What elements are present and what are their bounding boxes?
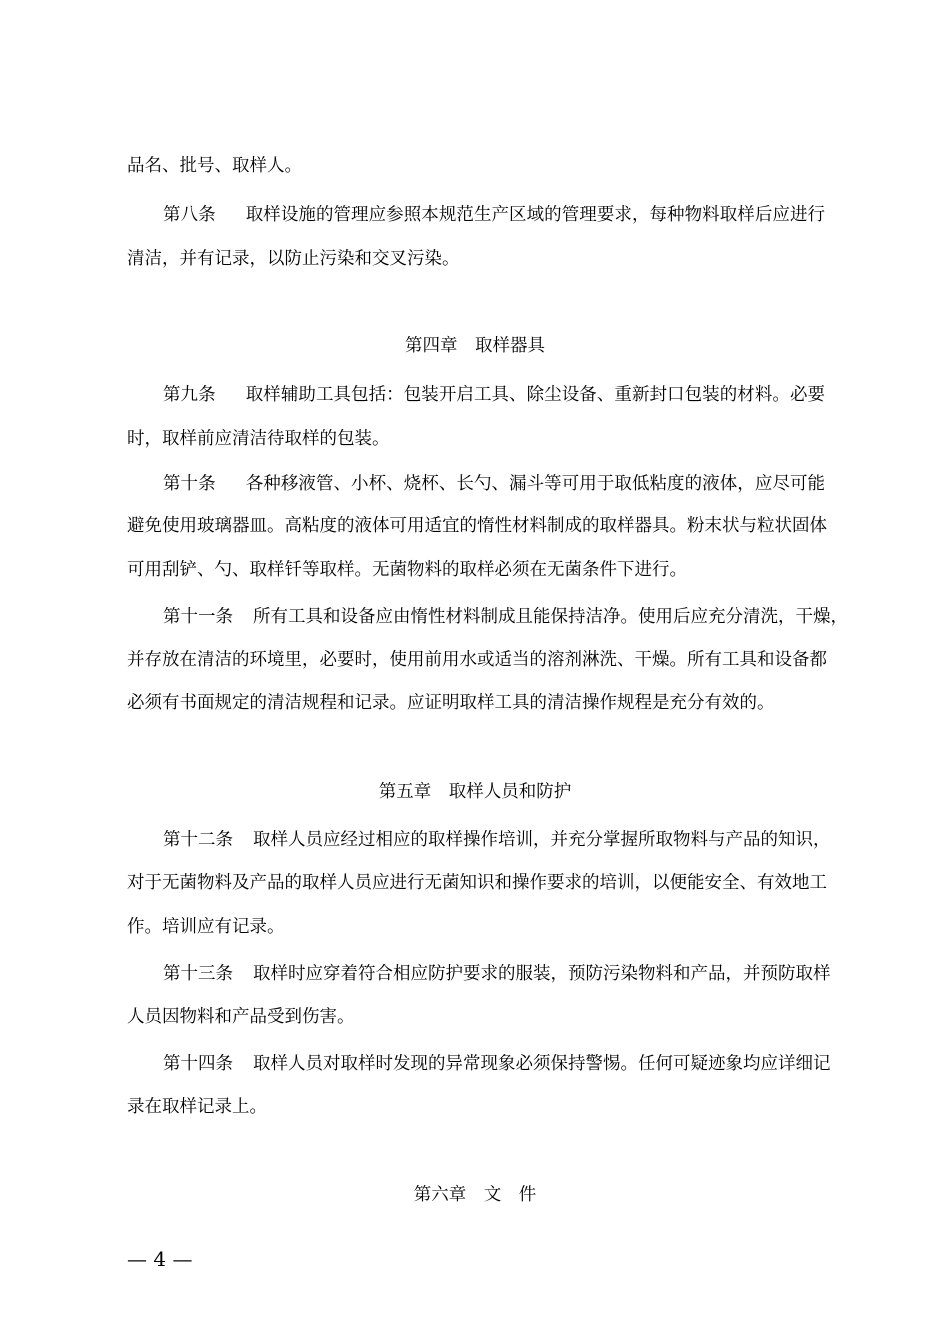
- text-line: 必须有书面规定的清洁规程和记录。应证明取样工具的清洁操作规程是充分有效的。: [127, 693, 775, 713]
- article-13-line: [163, 962, 831, 986]
- text-line: 清洁，并有记录，以防止污染和交叉污染。: [127, 249, 460, 269]
- text-line: 并存放在清洁的环境里，必要时，使用前用水或适当的溶剂淋洗、干燥。所有工具和设备都: [127, 650, 827, 670]
- article-number: 第十一条: [163, 607, 233, 627]
- article-11-line: [163, 605, 848, 629]
- text-line: 可用刮铲、勺、取样钎等取样。无菌物料的取样必须在无菌条件下进行。: [127, 560, 687, 580]
- chapter-heading: 第六章 文 件: [413, 1185, 537, 1205]
- article-number: 第十二条: [163, 830, 233, 850]
- article-text: 所有工具和设备应由惰性材料制成且能保持洁净。使用后应充分清洗，干燥，: [253, 607, 848, 627]
- article-text: 各种移液管、小杯、烧杯、长勺、漏斗等可用于取低粘度的液体，应尽可能: [245, 474, 826, 494]
- text-line: 作。培训应有记录。: [127, 917, 285, 937]
- article-number: 第八条: [163, 205, 216, 225]
- article-text: 取样辅助工具包括：包装开启工具、除尘设备、重新封口包装的材料。必要: [245, 385, 826, 405]
- text-line: 时，取样前应清洁待取样的包装。: [127, 429, 390, 449]
- text-line: 品名、批号、取样人。: [127, 156, 302, 176]
- text-line: 人员因物料和产品受到伤害。: [127, 1007, 355, 1027]
- article-14-line: [163, 1052, 831, 1076]
- article-text: 取样人员对取样时发现的异常现象必须保持警惕。任何可疑迹象均应详细记: [253, 1054, 831, 1074]
- article-number: 第九条: [163, 385, 216, 405]
- article-8-line: [163, 203, 825, 227]
- article-text: 取样时应穿着符合相应防护要求的服装，预防污染物料和产品，并预防取样: [253, 964, 831, 984]
- article-number: 第十条: [163, 474, 216, 494]
- text-line: 避免使用玻璃器皿。高粘度的液体可用适宜的惰性材料制成的取样器具。粉末状与粒状固体: [127, 516, 827, 536]
- article-10-line: [163, 472, 825, 496]
- article-9-line: [163, 383, 825, 407]
- article-text: 取样设施的管理应参照本规范生产区域的管理要求，每种物料取样后应进行: [245, 205, 826, 225]
- article-12-line: [163, 828, 831, 852]
- article-number: 第十三条: [163, 964, 233, 984]
- article-text: 取样人员应经过相应的取样操作培训，并充分掌握所取物料与产品的知识，: [253, 830, 831, 850]
- text-line: 对于无菌物料及产品的取样人员应进行无菌知识和操作要求的培训，以便能安全、有效地工: [127, 873, 827, 893]
- page-number: — 4 —: [127, 1247, 193, 1271]
- chapter-heading: 第五章 取样人员和防护: [378, 782, 572, 802]
- text-line: 录在取样记录上。: [127, 1097, 267, 1117]
- chapter-heading: 第四章 取样器具: [405, 336, 545, 356]
- article-number: 第十四条: [163, 1054, 233, 1074]
